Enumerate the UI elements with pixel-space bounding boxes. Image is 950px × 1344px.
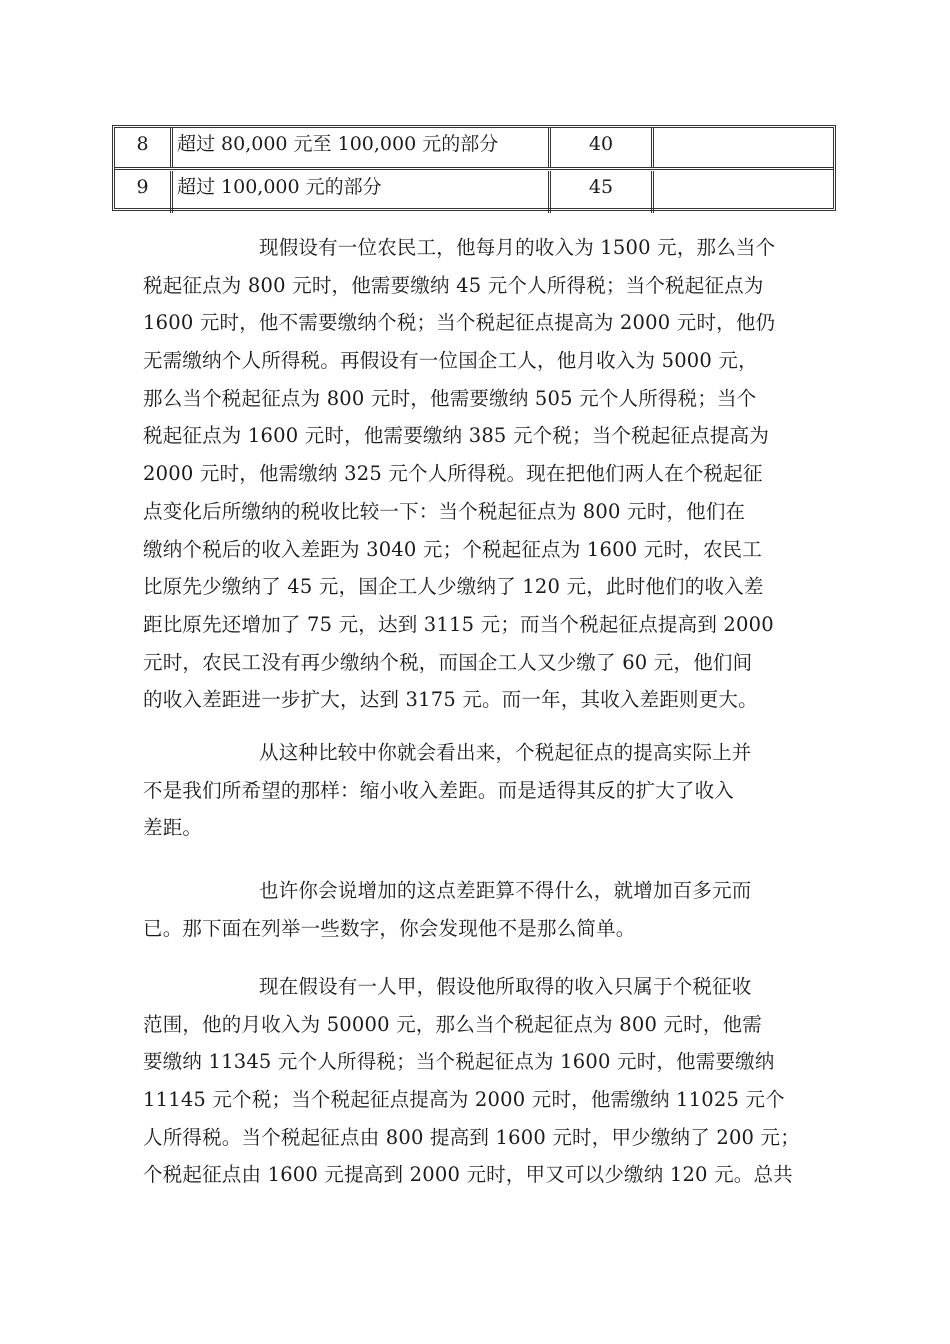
- paragraph: [143, 229, 813, 719]
- text-line: 的收入差距进一步扩大，达到 3175 元。而一年，其收入差距则更大。: [143, 688, 758, 712]
- table-row: [115, 171, 833, 213]
- text-line: 1600 元时，他不需要缴纳个税；当个税起征点提高为 2000 元时，他仍: [143, 311, 776, 335]
- level-cell: 9: [115, 171, 173, 213]
- text-line: 2000 元时，他需缴纳 325 元个人所得税。现在把他们两人在个税起征: [143, 462, 763, 486]
- text-line: 不是我们所希望的那样：缩小收入差距。而是适得其反的扩大了收入: [143, 778, 735, 802]
- text-line: 从这种比较中你就会看出来，个税起征点的提高实际上并: [259, 741, 752, 764]
- text-line: 个税起征点由 1600 元提高到 2000 元时，甲又可以少缴纳 120 元。总共: [143, 1163, 793, 1187]
- text-line: 无需缴纳个人所得税。再假设有一位国企工人，他月收入为 5000 元，: [143, 349, 758, 373]
- paragraph: [143, 968, 813, 1194]
- text-line: 现在假设有一人甲，假设他所取得的收入只属于个税征收: [259, 975, 752, 998]
- text-line: 11145 元个税；当个税起征点提高为 2000 元时，他需缴纳 11025 元个: [143, 1088, 785, 1112]
- empty-cell: [654, 128, 834, 167]
- text-line: 要缴纳 11345 元个人所得税；当个税起征点为 1600 元时，他需要缴纳: [143, 1050, 775, 1074]
- paragraph: [143, 872, 813, 947]
- level-cell: 8: [115, 128, 173, 167]
- text-line: 差距。: [143, 816, 203, 840]
- text-line: 那么当个税起征点为 800 元时，他需要缴纳 505 元个人所得税；当个: [143, 386, 757, 410]
- text-line: 缴纳个税后的收入差距为 3040 元；个税起征点为 1600 元时，农民工: [143, 537, 762, 561]
- text-line: 已。那下面在列举一些数字，你会发现他不是那么简单。: [143, 916, 636, 940]
- text-line: 人所得税。当个税起征点由 800 提高到 1600 元时，甲少缴纳了 200 元；: [143, 1125, 800, 1149]
- text-line: 范围，他的月收入为 50000 元，那么当个税起征点为 800 元时，他需: [143, 1012, 762, 1036]
- paragraph: [143, 734, 813, 847]
- tax-rate-cell: 45: [551, 171, 654, 213]
- text-line: 距比原先还增加了 75 元，达到 3115 元；而当个税起征点提高到 2000: [143, 612, 774, 636]
- text-line: 也许你会说增加的这点差距算不得什么，就增加百多元而: [259, 879, 752, 902]
- text-line: 元时，农民工没有再少缴纳个税，而国企工人又少缴了 60 元，他们间: [143, 650, 753, 674]
- empty-cell: [654, 171, 834, 213]
- text-line: 税起征点为 800 元时，他需要缴纳 45 元个人所得税；当个税起征点为: [143, 273, 764, 297]
- tax-rate-cell: 40: [551, 128, 654, 167]
- tax-rate-table: [112, 125, 836, 211]
- text-line: 点变化后所缴纳的税收比较一下：当个税起征点为 800 元时，他们在: [143, 499, 746, 523]
- text-line: 税起征点为 1600 元时，他需要缴纳 385 元个税；当个税起征点提高为: [143, 424, 770, 448]
- text-line: 现假设有一位农民工，他每月的收入为 1500 元，那么当个: [259, 236, 776, 259]
- text-line: 比原先少缴纳了 45 元，国企工人少缴纳了 120 元，此时他们的收入差: [143, 575, 764, 599]
- income-range-cell: 超过 100,000 元的部分: [173, 171, 551, 213]
- income-range-cell: 超过 80,000 元至 100,000 元的部分: [173, 128, 551, 167]
- table-row: [115, 128, 833, 170]
